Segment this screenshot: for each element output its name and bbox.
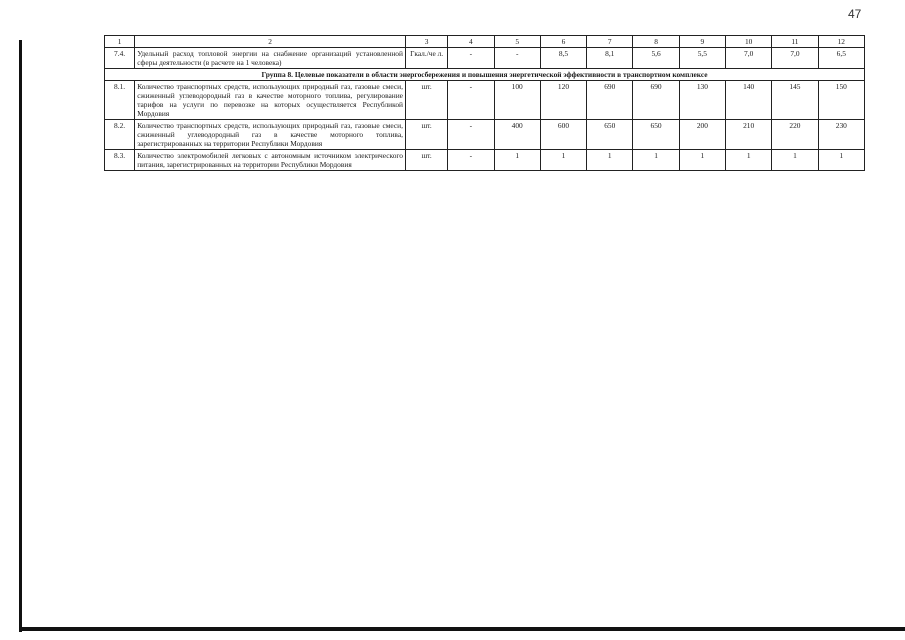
- value-cell: 200: [679, 120, 725, 150]
- column-number: 5: [494, 36, 540, 48]
- value-cell: 1: [494, 150, 540, 171]
- unit: шт.: [405, 120, 447, 150]
- value-cell: 6,5: [818, 48, 864, 69]
- column-number: 3: [405, 36, 447, 48]
- unit: шт.: [405, 81, 447, 120]
- value-cell: 7,0: [726, 48, 772, 69]
- value-cell: 5,6: [633, 48, 679, 69]
- value-cell: -: [448, 120, 494, 150]
- value-cell: 1: [540, 150, 586, 171]
- unit: Гкал./че л.: [405, 48, 447, 69]
- value-cell: 5,5: [679, 48, 725, 69]
- value-cell: 220: [772, 120, 818, 150]
- page-number: 47: [848, 7, 862, 21]
- column-number: 9: [679, 36, 725, 48]
- indicator-name: Количество транспортных средств, использующих природный газ, газовые смеси, сжиженный углеводородный газ в качестве моторного топлива, зарегистрированных на территории Республики Мордовия: [135, 120, 406, 150]
- value-cell: 690: [587, 81, 633, 120]
- row-number: 8.1.: [105, 81, 135, 120]
- indicator-name: Удельный расход топловой энергии на снабжение организаций установленной сферы деятельности (в расчете на 1 человека): [135, 48, 406, 69]
- scan-edge-bottom: [19, 627, 905, 631]
- scan-edge-left: [19, 40, 22, 632]
- column-number: 12: [818, 36, 864, 48]
- table-row-7-4: [105, 48, 865, 69]
- indicators-table: [104, 35, 865, 171]
- column-number: 4: [448, 36, 494, 48]
- value-cell: 8,5: [540, 48, 586, 69]
- value-cell: -: [494, 48, 540, 69]
- table-row-8-2: [105, 120, 865, 150]
- value-cell: 1: [679, 150, 725, 171]
- value-cell: 600: [540, 120, 586, 150]
- value-cell: 150: [818, 81, 864, 120]
- value-cell: -: [448, 81, 494, 120]
- row-number: 8.2.: [105, 120, 135, 150]
- group-header-row: [105, 69, 865, 81]
- column-number: 7: [587, 36, 633, 48]
- value-cell: 650: [587, 120, 633, 150]
- column-number: 2: [135, 36, 406, 48]
- value-cell: 1: [633, 150, 679, 171]
- value-cell: 140: [726, 81, 772, 120]
- value-cell: 100: [494, 81, 540, 120]
- value-cell: -: [448, 48, 494, 69]
- table-row-8-1: [105, 81, 865, 120]
- value-cell: 145: [772, 81, 818, 120]
- column-number: 1: [105, 36, 135, 48]
- value-cell: 210: [726, 120, 772, 150]
- row-number: 7.4.: [105, 48, 135, 69]
- value-cell: 1: [726, 150, 772, 171]
- value-cell: 1: [587, 150, 633, 171]
- value-cell: 1: [818, 150, 864, 171]
- value-cell: 8,1: [587, 48, 633, 69]
- value-cell: 1: [772, 150, 818, 171]
- value-cell: 230: [818, 120, 864, 150]
- column-number-row: [105, 36, 865, 48]
- value-cell: 400: [494, 120, 540, 150]
- row-number: 8.3.: [105, 150, 135, 171]
- unit: шт.: [405, 150, 447, 171]
- indicator-name: Количество электромобилей легковых с автономным источником электрического питания, зарегистрированных на территории Республики Мордовия: [135, 150, 406, 171]
- group-title: Группа 8. Целевые показатели в области энергосбережения и повышения энергетической эффективности в транспортном комплексе: [105, 69, 865, 81]
- value-cell: -: [448, 150, 494, 171]
- value-cell: 120: [540, 81, 586, 120]
- value-cell: 130: [679, 81, 725, 120]
- column-number: 10: [726, 36, 772, 48]
- column-number: 8: [633, 36, 679, 48]
- column-number: 11: [772, 36, 818, 48]
- value-cell: 7,0: [772, 48, 818, 69]
- table-row-8-3: [105, 150, 865, 171]
- column-number: 6: [540, 36, 586, 48]
- indicator-name: Количество транспортных средств, использующих природный газ, газовые смеси, сжиженный углеводородный газ в качестве моторного топлива, регулирование тарифов на услуги по перевозке на которых осуществляется Республикой Мордовия: [135, 81, 406, 120]
- value-cell: 690: [633, 81, 679, 120]
- value-cell: 650: [633, 120, 679, 150]
